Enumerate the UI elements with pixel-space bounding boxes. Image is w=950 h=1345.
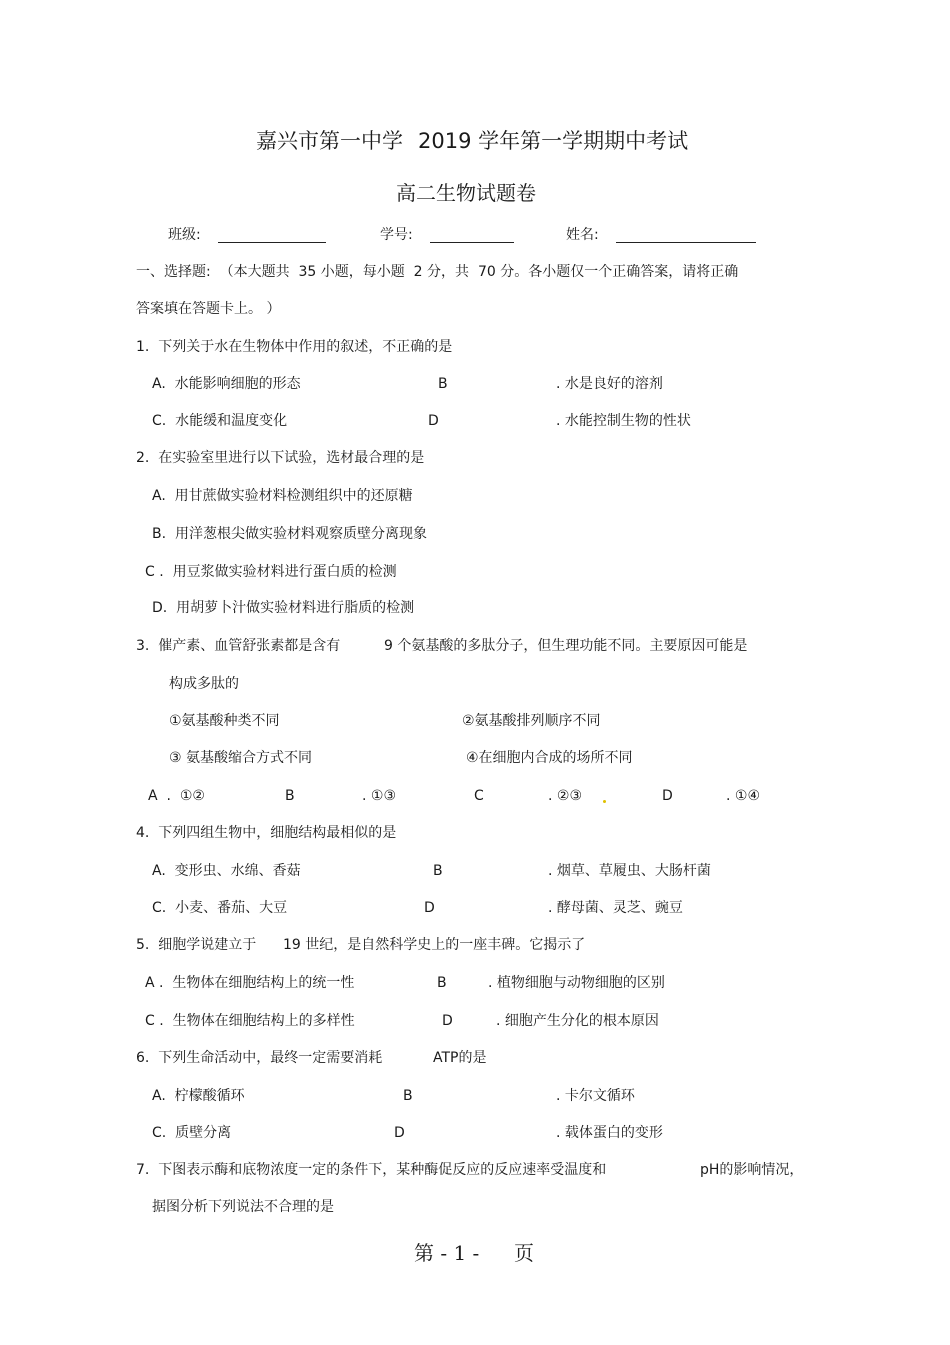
question-5-stem-b: 19 世纪，是自然科学史上的一座丰碑。它揭示了 (283, 937, 586, 953)
q2-option-d: D. 用胡萝卜汁做实验材料进行脂质的检测 (152, 600, 415, 616)
q4-option-c: C. 小麦、番茄、大豆 (152, 900, 288, 916)
q3-option-a: A . ①② (148, 788, 205, 804)
q2-option-a: A. 用甘蔗做实验材料检测组织中的还原糖 (152, 488, 413, 504)
q3-statement-4: ④在细胞内合成的场所不同 (466, 750, 633, 766)
q5-option-c: C . 生物体在细胞结构上的多样性 (145, 1013, 355, 1029)
q4-option-b-letter: B (433, 863, 443, 879)
section-instructions-line2: 答案填在答题卡上。 ） (136, 301, 281, 317)
question-3-stem-a: 3. 催产素、血管舒张素都是含有 (136, 638, 341, 654)
question-7-stem-c: 据图分析下列说法不合理的是 (152, 1199, 334, 1215)
q2-option-b: B. 用洋葱根尖做实验材料观察质壁分离现象 (152, 526, 427, 542)
name-label: 姓名: (566, 227, 599, 243)
question-3-stem-b: 9 个氨基酸的多肽分子，但生理功能不同。主要原因可能是 (384, 638, 748, 654)
class-label: 班级: (168, 227, 201, 243)
question-1-stem: 1. 下列关于水在生物体中作用的叙述，不正确的是 (136, 339, 453, 355)
q5-option-d: . 细胞产生分化的根本原因 (496, 1013, 659, 1029)
q6-option-a: A. 柠檬酸循环 (152, 1088, 245, 1104)
q3-option-b: . ①③ (362, 788, 397, 804)
stray-mark (603, 800, 606, 803)
q6-option-b: . 卡尔文循环 (556, 1088, 635, 1104)
question-6-stem-a: 6. 下列生命活动中，最终一定需要消耗 (136, 1050, 383, 1066)
q3-option-c: . ②③ (548, 788, 583, 804)
q3-statement-3: ③ 氨基酸缩合方式不同 (169, 750, 313, 766)
exam-title-term: 2019 学年第一学期期中考试 (418, 129, 689, 153)
q1-option-a: A. 水能影响细胞的形态 (152, 376, 301, 392)
q1-option-c: C. 水能缓和温度变化 (152, 413, 288, 429)
exam-subtitle: 高二生物试题卷 (396, 181, 536, 205)
q1-option-d: . 水能控制生物的性状 (556, 413, 691, 429)
q1-option-b-letter: B (438, 376, 448, 392)
q3-option-d: . ①④ (726, 788, 761, 804)
exam-title-school: 嘉兴市第一中学 (256, 129, 403, 153)
q4-option-b: . 烟草、草履虫、大肠杆菌 (548, 863, 711, 879)
q6-option-b-letter: B (403, 1088, 413, 1104)
q3-option-d-letter: D (662, 788, 673, 804)
q3-statement-1: ①氨基酸种类不同 (169, 713, 280, 729)
number-blank (430, 242, 514, 243)
number-label: 学号: (380, 227, 413, 243)
name-blank (616, 242, 756, 243)
q6-option-c: C. 质壁分离 (152, 1125, 232, 1141)
q1-option-d-letter: D (428, 413, 439, 429)
q5-option-a: A . 生物体在细胞结构上的统一性 (145, 975, 355, 991)
q3-statement-2: ②氨基酸排列顺序不同 (462, 713, 601, 729)
question-6-stem-b: ATP的是 (433, 1050, 487, 1066)
q5-option-b-letter: B (437, 975, 447, 991)
q4-option-d: . 酵母菌、灵芝、豌豆 (548, 900, 683, 916)
question-5-stem-a: 5. 细胞学说建立于 (136, 937, 257, 953)
question-7-stem-b: pH的影响情况， (700, 1162, 804, 1178)
q6-option-d-letter: D (394, 1125, 405, 1141)
question-3-stem-c: 构成多肽的 (169, 676, 239, 692)
page-number: 第 - 1 - (414, 1241, 480, 1265)
q3-option-c-letter: C (474, 788, 484, 804)
q5-option-d-letter: D (442, 1013, 453, 1029)
question-7-stem-a: 7. 下图表示酶和底物浓度一定的条件下，某种酶促反应的反应速率受温度和 (136, 1162, 607, 1178)
q4-option-d-letter: D (424, 900, 435, 916)
page-number-suffix: 页 (514, 1241, 534, 1265)
q4-option-a: A. 变形虫、水绵、香菇 (152, 863, 301, 879)
question-2-stem: 2. 在实验室里进行以下试验，选材最合理的是 (136, 450, 425, 466)
question-4-stem: 4. 下列四组生物中，细胞结构最相似的是 (136, 825, 397, 841)
q3-option-b-letter: B (285, 788, 295, 804)
class-blank (218, 242, 326, 243)
section-instructions-line1: 一、选择题: （本大题共 35 小题，每小题 2 分，共 70 分。各小题仅一个正确答案，请将正确 (136, 264, 739, 280)
q5-option-b: . 植物细胞与动物细胞的区别 (488, 975, 665, 991)
q6-option-d: . 载体蛋白的变形 (556, 1125, 663, 1141)
q2-option-c: C . 用豆浆做实验材料进行蛋白质的检测 (145, 564, 397, 580)
q1-option-b: . 水是良好的溶剂 (556, 376, 663, 392)
